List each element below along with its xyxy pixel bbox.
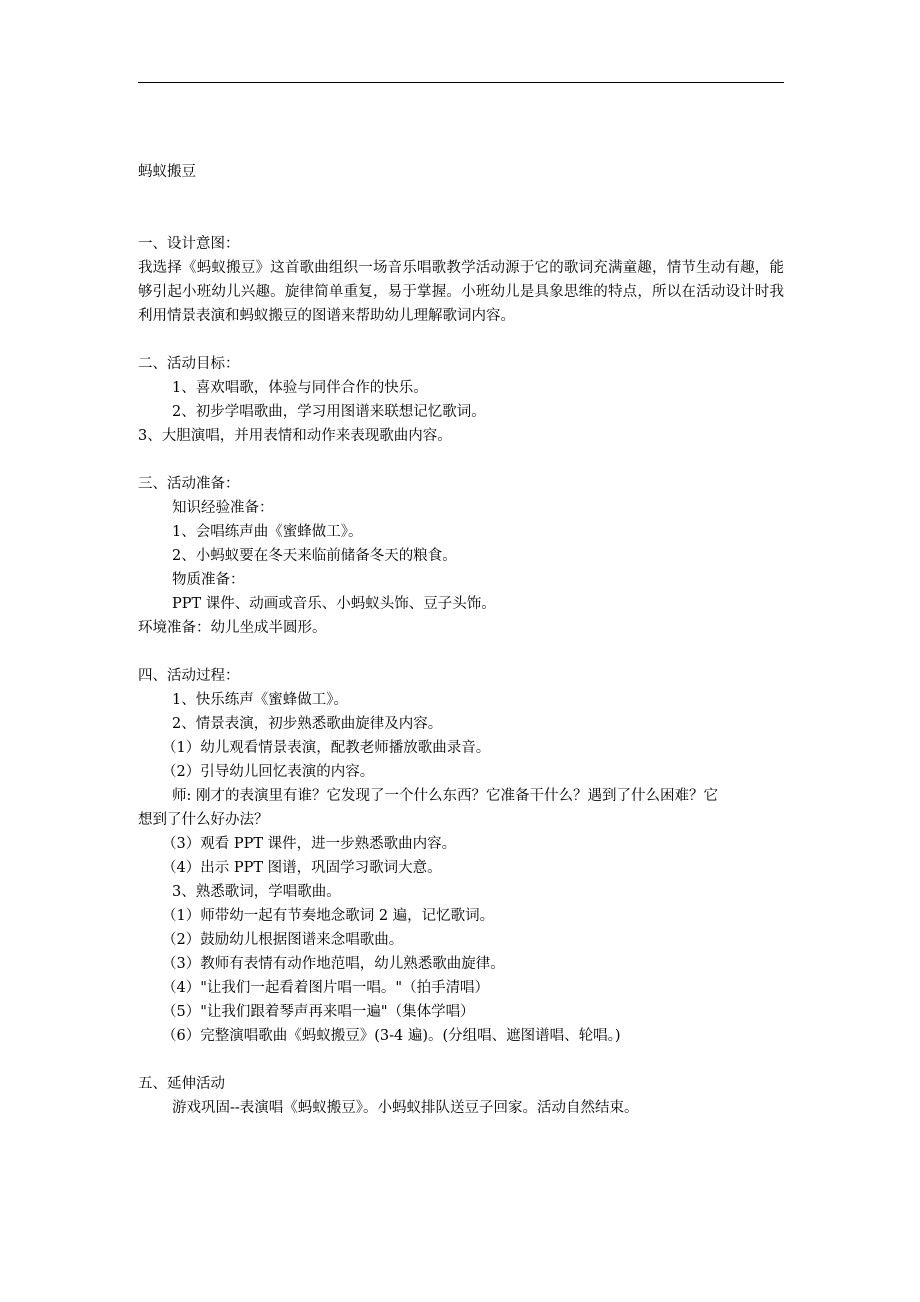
- process-step-2-sub-1: （1）幼儿观看情景表演，配教老师播放歌曲录音。: [162, 740, 491, 756]
- knowledge-prep-item-2: 2、小蚂蚁要在冬天来临前储备冬天的粮食。: [172, 548, 457, 564]
- material-prep-item: PPT 课件、动画或音乐、小蚂蚁头饰、豆子头饰。: [172, 596, 496, 612]
- material-prep-label: 物质准备：: [172, 572, 245, 588]
- process-step-2: 2、情景表演，初步熟悉歌曲旋律及内容。: [172, 716, 443, 732]
- process-step-3-sub-6: （6）完整演唱歌曲《蚂蚁搬豆》(3-4 遍)。(分组唱、遮图谱唱、轮唱。): [162, 1028, 621, 1044]
- section-heading-design-intent: 一、设计意图：: [138, 236, 240, 252]
- process-step-2-sub-4: （4）出示 PPT 图谱，巩固学习歌词大意。: [162, 860, 442, 876]
- process-step-3: 3、熟悉歌词，学唱歌曲。: [172, 884, 341, 900]
- design-intent-paragraph: 我选择《蚂蚁搬豆》这首歌曲组织一场音乐唱歌教学活动源于它的歌词充满童趣，情节生动有趣，能够引起小班幼儿兴趣。旋律简单重复，易于掌握。小班幼儿是具象思维的特点，所以在活动设计时我利用情景表演和蚂蚁搬豆的图谱来帮助幼儿理解歌词内容。: [138, 260, 784, 324]
- process-step-3-sub-4: （4）"让我们一起看着图片唱一唱。"（拍手清唱）: [162, 980, 490, 996]
- section-heading-extension: 五、延伸活动: [138, 1076, 225, 1092]
- goal-item-1: 1、喜欢唱歌，体验与同伴合作的快乐。: [172, 380, 428, 396]
- process-step-1: 1、快乐练声《蜜蜂做工》。: [172, 692, 348, 708]
- document-title: 蚂蚁搬豆: [138, 164, 196, 180]
- process-step-3-sub-1: （1）师带幼一起有节奏地念歌词 2 遍，记忆歌词。: [162, 908, 495, 924]
- process-step-3-sub-2: （2）鼓励幼儿根据图谱来念唱歌曲。: [162, 932, 404, 948]
- section-heading-process: 四、活动过程：: [138, 668, 240, 684]
- process-step-3-sub-3: （3）教师有表情有动作地范唱，幼儿熟悉歌曲旋律。: [162, 956, 505, 972]
- process-step-3-sub-5: （5）"让我们跟着琴声再来唱一遍"（集体学唱）: [162, 1004, 475, 1020]
- section-heading-goals: 二、活动目标：: [138, 356, 240, 372]
- knowledge-prep-label: 知识经验准备：: [172, 500, 274, 516]
- process-step-2-sub-3: （3）观看 PPT 课件，进一步熟悉歌曲内容。: [162, 836, 457, 852]
- section-heading-preparation: 三、活动准备：: [138, 476, 240, 492]
- extension-activity: 游戏巩固--表演唱《蚂蚁搬豆》。小蚂蚁排队送豆子回家。活动自然结束。: [172, 1100, 639, 1116]
- goal-item-3: 3、大胆演唱，并用表情和动作来表现歌曲内容。: [138, 428, 452, 444]
- header-rule: [138, 82, 784, 83]
- goal-item-2: 2、初步学唱歌曲，学习用图谱来联想记忆歌词。: [172, 404, 486, 420]
- teacher-question-line-2: 想到了什么好办法？: [138, 812, 269, 828]
- knowledge-prep-item-1: 1、会唱练声曲《蜜蜂做工》。: [172, 524, 363, 540]
- process-step-2-sub-2: （2）引导幼儿回忆表演的内容。: [162, 764, 375, 780]
- teacher-question-line-1: 师: 刚才的表演里有谁？它发现了一个什么东西？它准备干什么？遇到了什么困难？它: [172, 788, 718, 804]
- environment-prep: 环境准备：幼儿坐成半圆形。: [138, 620, 327, 636]
